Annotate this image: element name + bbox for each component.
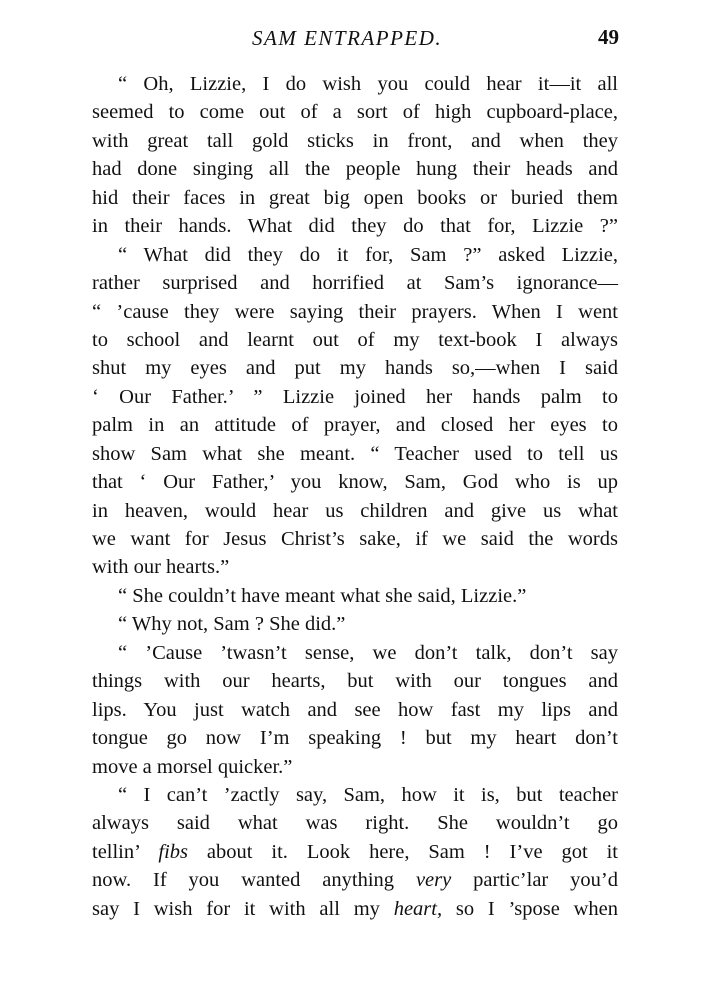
text-span: tellin’ [92,840,159,863]
text-line: shut my eyes and put my hands so,—when I said [92,357,618,380]
text-line: always said what was right. She wouldn’t go [92,812,618,835]
text-span: about it. Look here, Sam ! I’ve got it [188,840,619,863]
text-line: we want for Jesus Christ’s sake, if we said the words [92,528,618,550]
text-line: “ ’Cause ’twasn’t sense, we don’t talk, don’t say [118,641,618,664]
text-line: tongue go now I’m speaking ! but my heart don’t [92,727,618,750]
text-line: ‘ Our Father.’ ” Lizzie joined her hands palm to [92,385,618,408]
text-line: seemed to come out of a sort of high cupboard-place, [92,101,618,124]
page-header [92,26,619,58]
text-line: palm in an attitude of prayer, and closed her eyes to [92,414,618,437]
text-line [92,838,618,866]
text-line: to school and learnt out of my text-book I always [92,328,618,351]
running-title: SAM ENTRAPPED. [252,26,443,50]
text-line: with our hearts.” [92,556,230,579]
text-line: “ What did they do it for, Sam ?” asked Lizzie, [118,243,618,266]
text-line: “ She couldn’t have meant what she said, Lizzie.” [118,584,527,607]
text-line: show Sam what she meant. “ Teacher used to tell us [92,442,618,465]
text-line: that ‘ Our Father,’ you know, Sam, God who is up [92,471,618,494]
text-line: “ Oh, Lizzie, I do wish you could hear it—it all [118,73,618,95]
italic-word: very [415,869,452,892]
text-line: in their hands. What did they do that for, Lizzie ?” [92,215,618,238]
text-line: hid their faces in great big open books or buried them [92,186,618,209]
text-line: rather surprised and horrified at Sam’s ignorance— [92,272,618,295]
text-line: with great tall gold sticks in front, and when they [92,129,618,152]
text-line: “ ’cause they were saying their prayers. When I went [92,300,618,323]
text-line: “ Why not, Sam ? She did.” [118,613,346,636]
body-text [92,70,618,923]
text-line: lips. You just watch and see how fast my lips and [92,698,618,721]
text-line: “ I can’t ’zactly say, Sam, how it is, but teacher [118,783,618,806]
text-line: move a morsel quicker.” [92,755,293,778]
italic-word: fibs [158,840,188,863]
text-line: now. If you wanted anything very partic’lar you’d [92,869,618,892]
text-line: things with our hearts, but with our tongues and [92,670,618,693]
text-line: in heaven, would hear us children and give us what [92,499,618,522]
text-line: say I wish for it with all my heart, so I ’spose when [92,897,618,920]
page-number: 49 [598,25,619,49]
italic-word: heart, [393,897,443,920]
text-line: had done singing all the people hung their heads and [92,158,618,181]
